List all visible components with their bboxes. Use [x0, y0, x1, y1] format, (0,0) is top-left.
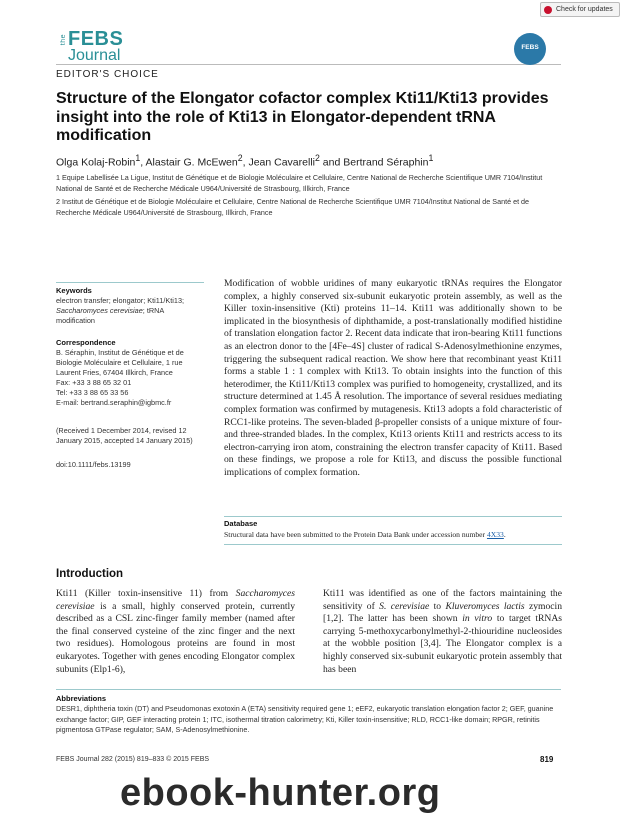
received-dates: (Received 1 December 2014, revised 12 January 2015, accepted 14 January 2015) — [56, 426, 193, 445]
text-run: to target tRNAs carrying 5-methoxycarbonylmethyl-2-thiouridine nucleosides at the wobble position [3,4]. The Elongator complex is a highly conserved six-subunit eukaryotic protein assembly that has been — [323, 613, 562, 675]
watermark: ebook-hunter.org — [120, 772, 441, 814]
abstract: Modification of wobble uridines of many eukaryotic tRNAs requires the Elongator complex, a highly conserved six-subunit eukaryotic protein assembly, as well as the Killer toxin-insensitive (Kti) proteins 11–14. Kti11 was additionally shown to be implicated in the biosynthesis of diphthamide, a post-translationally modified histidine of translation elongation factor 2. Recent data indicate that iron-bearing Kti11 functions as an electron donor to the [4Fe–4S] cluster of radical S-Adenosylmethionine enzymes, triggering the subsequent radical reaction. We show here that recombinant yeast Kti11 forms a stable 1 : 1 complex with Kti13. To obtain insights into the function of this heterodimer, the Kti11/Kti13 complex was purified to homogeneity, crystallized, and its structure determined at 1.45 Å resolution. The importance of several residues mediating complex formation was confirmed by mutagenesis. Kti13 adopts a fold characteristic of RCC1-like proteins. The seven-bladed β-propeller consists of a unique mixture of four- and three-stranded blades. In the complex, Kti13 orients Kti11 and restricts access to its electron-carrying iron atom, constraining the electron transfer capacity of Kti11. Based on these findings, we propose a role for Kti13, and discuss the possible functional implications of complex formation. — [224, 278, 562, 478]
accession-link[interactable]: 4X33 — [486, 530, 504, 539]
logo-febs: FEBS — [68, 28, 124, 50]
section-label: EDITOR'S CHOICE — [56, 69, 159, 80]
keywords-text — [56, 296, 204, 326]
keywords-italic: Saccharomyces cerevisiae — [56, 306, 143, 315]
italic-run: Saccharomyces cerevisiae — [56, 588, 295, 612]
author-affil-sup: 2 — [237, 153, 243, 163]
author-list — [56, 153, 433, 169]
introduction-column-1 — [56, 588, 295, 676]
correspondence-block — [56, 338, 204, 408]
text-run: is a small, highly conserved protein, currently described as a CSL zinc-finger family member (named after the final conserved cysteine of the zinc finger and the next two residues). Homologous proteins are found in most eukaryotes. Together with genes encoding Elongator complex subunits (Elp1-6), — [56, 600, 295, 675]
author-name: Alastair G. McEwen — [145, 156, 238, 169]
correspondence-line: B. Séraphin, Institut de Génétique et de — [56, 348, 184, 357]
text-run: Kti11 (Killer toxin-insensitive 11) from — [56, 588, 236, 599]
database-divider-bottom — [224, 544, 562, 545]
sidebar-divider — [56, 282, 204, 283]
correspondence-line: Fax: +33 3 88 65 32 01 — [56, 378, 132, 387]
logo-journal: Journal — [68, 47, 121, 64]
italic-run: S. cerevisiae — [379, 600, 430, 612]
text-run: to — [429, 600, 446, 612]
database-heading: Database — [224, 519, 258, 528]
text-run: zymocin [1,2]. The latter has been shown — [323, 600, 563, 625]
author-separator: and — [319, 156, 344, 169]
page-number: 819 — [540, 755, 554, 764]
header-divider — [56, 64, 561, 65]
abbreviations-text: DESR1, diphtheria toxin (DT) and Pseudomonas exotoxin A (ETA) sensitivity required gene 1; eEF2, eukaryotic translation elongation factor 2; GEF, guanine exchange factor; GIP, GEF interacting protein 1; ITC, isothermal titration calorimetry; Kti, Killer toxin-insensitive; RLD, RCC1-like domain; RPGR, retinitis pigmentosa GTPase regulator; SAM, S-Adenosylmethionine. — [56, 704, 554, 734]
italic-run: in vitro — [462, 613, 493, 625]
author-name: Jean Cavarelli — [248, 156, 315, 169]
keywords-heading: Keywords — [56, 286, 92, 295]
check-for-updates-label: Check for updates — [556, 6, 613, 13]
italic-run: Kluveromyces lactis — [445, 600, 525, 612]
doi: doi:10.1111/febs.13199 — [56, 460, 131, 469]
correspondence-line: Tel: +33 3 88 65 33 56 — [56, 388, 129, 397]
correspondence-heading: Correspondence — [56, 338, 116, 347]
database-text-body: Structural data have been submitted to the Protein Data Bank under accession number — [224, 530, 487, 539]
author-affil-sup: 2 — [315, 153, 320, 163]
footer-citation: FEBS Journal 282 (2015) 819–833 © 2015 FEBS — [56, 756, 210, 763]
febs-badge-label: FEBS — [521, 44, 539, 51]
database-divider-top — [224, 516, 562, 517]
text-run: Kti11 was identified as one of the factors maintaining the sensitivity of — [323, 588, 562, 612]
author-affil-sup: 1 — [428, 153, 434, 163]
introduction-column-2 — [323, 588, 562, 676]
database-text — [224, 530, 562, 539]
correspondence-email: E-mail: bertrand.seraphin@igbmc.fr — [56, 398, 172, 407]
abbreviations-heading: Abbreviations — [56, 694, 107, 703]
introduction-heading: Introduction — [56, 568, 124, 580]
keywords-part: electron transfer; elongator; Kti11/Kti13; — [56, 296, 185, 305]
logo-the: the — [60, 34, 67, 46]
author-affil-sup: 1 — [135, 153, 141, 163]
febs-badge-icon — [514, 33, 546, 65]
correspondence-line: Laurent Fries, 67404 Illkirch, France — [56, 368, 173, 377]
author-separator: , — [242, 156, 249, 169]
keywords-block — [56, 286, 204, 326]
author-name: Olga Kolaj-Robin — [56, 156, 136, 169]
abbreviations-divider — [56, 689, 561, 690]
database-text-end: . — [503, 530, 506, 539]
crossmark-icon — [544, 6, 552, 14]
keywords-part: ; tRNA modification — [56, 306, 164, 325]
correspondence-line: Biologie Moléculaire et Cellulaire, 1 rue — [56, 358, 183, 367]
article-title: Structure of the Elongator cofactor complex Kti11/Kti13 provides insight into the role of Kti13 in Elongator-dependent tRNA modification — [56, 90, 549, 144]
affiliation-1: 1 Equipe Labellisée La Ligue, Institut de Génétique et de Biologie Moléculaire et Cellulaire, Centre National de Recherche Scientifique UMR 7104/Institut National de Santé et de Recherche Médicale U964/Université de Strasbourg, Illkirch, France — [56, 173, 543, 193]
author-name: Bertrand Séraphin — [343, 156, 429, 169]
author-separator: , — [140, 156, 146, 169]
affiliation-2: 2 Institut de Génétique et de Biologie Moléculaire et Cellulaire, Centre National de Recherche Scientifique UMR 7104/Institut National de Santé et de Recherche Médicale U964/Université de Strasbourg, Illkirch, France — [56, 197, 530, 217]
check-for-updates-button[interactable] — [540, 2, 620, 17]
